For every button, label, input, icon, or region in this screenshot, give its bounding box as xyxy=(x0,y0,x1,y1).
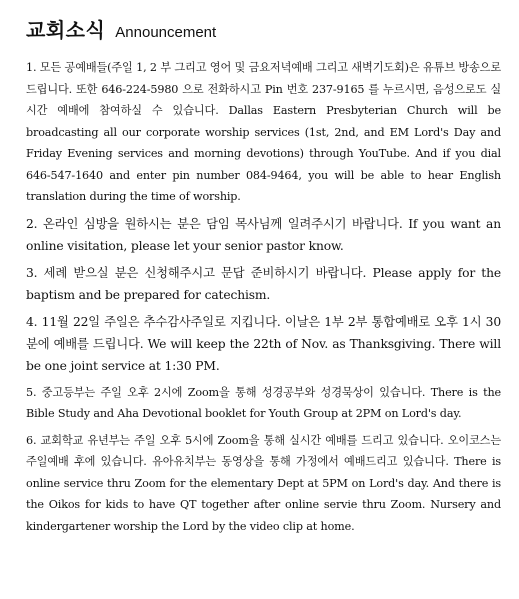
announcement-header xyxy=(26,14,501,43)
announcement-item-2: 2. 온라인 심방을 원하시는 분은 담임 목사님께 일려주시기 바랍니다. If you want an online visitation, please let your senior pastor know. xyxy=(26,216,501,253)
page-title-korean: 교회소식 xyxy=(26,18,106,42)
announcement-item-4: 4. 11월 22일 주일은 추수감사주일로 지킵니다. 이날은 1부 2부 통합예배로 오후 1시 30분에 예배를 드립니다. We will keep the 22th of Nov. as Thanksgiving. There will be one joint service at 1:30 PM. xyxy=(26,314,501,373)
announcement-item-5: 5. 중고등부는 주일 오후 2시에 Zoom을 통해 성경공부와 성경묵상이 있습니다. There is the Bible Study and Aha Devotional booklet for Youth Group at 2PM on Lord's day. xyxy=(26,385,501,420)
announcement-item-6: 6. 교회학교 유년부는 주일 오후 5시에 Zoom을 통해 실시간 예배를 드리고 있습니다. 오이코스는 주일예배 후에 있습니다. 유아유치부는 동영상을 통해 가정에서 예배드리고 있습니다. There is online service thru Zoom for the elementary Dept at 5PM on Lord's day. And there is the Oikos for kids to have QT together after online servie thru Zoom. Nursery and kindergartener worship the Lord by the video clip at home. xyxy=(26,433,501,533)
announcement-item-1: 1. 모든 공예배들(주일 1, 2 부 그리고 영어 및 금요저녁예배 그리고 새벽기도회)은 유튜브 방송으로 드립니다. 또한 646-224-5980 으로 전화하시고 Pin 번호 237-9165 를 누르시면, 음성으로도 실시간 예배에 참여하실 수 있습니다. Dallas Eastern Presbyterian Church will be broadcasting all our corporate worship services (1st, 2nd, and EM Lord's Day and Friday Evening services and morning devotions) through YouTube. And if you dial 646-547-1640 and enter pin number 084-9464, you will be able to hear English translation during the time of worship. xyxy=(26,61,501,203)
page-title-english: Announcement xyxy=(115,24,217,41)
announcement-item-3: 3. 세례 받으실 분은 신청해주시고 문답 준비하시기 바랍니다. Please apply for the baptism and be prepared for catechism. xyxy=(26,265,501,302)
